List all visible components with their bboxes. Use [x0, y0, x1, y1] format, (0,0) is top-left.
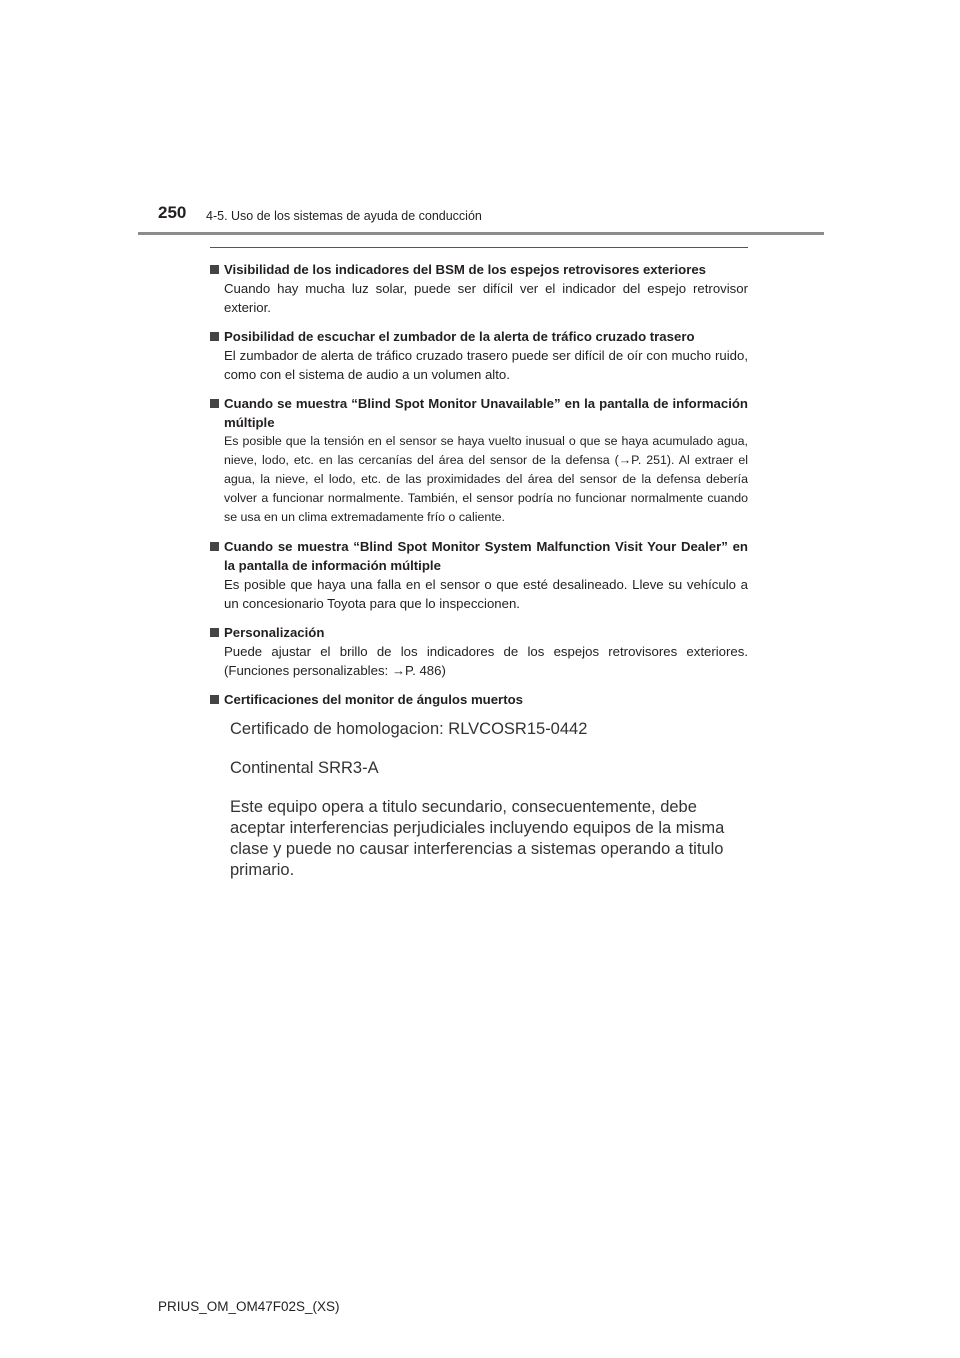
item-title: Certificaciones del monitor de ángulos muertos	[210, 690, 748, 709]
item-body: Es posible que haya una falla en el sensor o que esté desalineado. Lleve su vehículo a un concesionario Toyota para que lo inspeccionen.	[224, 577, 748, 611]
item-certifications	[210, 690, 748, 709]
item-customization	[210, 623, 748, 680]
square-bullet-icon	[210, 628, 219, 637]
header-rule	[138, 232, 824, 235]
certification-number: Certificado de homologacion: RLVCOSR15-0442	[230, 720, 588, 738]
item-title: Posibilidad de escuchar el zumbador de la alerta de tráfico cruzado trasero	[210, 327, 748, 346]
item-unavailable	[210, 394, 748, 527]
square-bullet-icon	[210, 332, 219, 341]
certification-notice: Este equipo opera a titulo secundario, consecuentemente, debe aceptar interferencias perjudiciales incluyendo equipos de la misma clase y puede no causar interferencias a sistemas operando a titulo primario.	[230, 798, 725, 879]
item-body: Cuando hay mucha luz solar, puede ser difícil ver el indicador del espejo retrovisor exterior.	[224, 281, 748, 315]
item-bsm-visibility	[210, 260, 748, 317]
section-title: 4-5. Uso de los sistemas de ayuda de conducción	[206, 209, 482, 223]
item-title: Cuando se muestra “Blind Spot Monitor System Malfunction Visit Your Dealer” en la pantalla de información múltiple	[210, 537, 748, 575]
square-bullet-icon	[210, 399, 219, 408]
content	[210, 260, 748, 881]
page-number: 250	[158, 203, 187, 222]
item-title: Visibilidad de los indicadores del BSM de los espejos retrovisores exteriores	[210, 260, 748, 279]
item-buzzer	[210, 327, 748, 384]
item-body: El zumbador de alerta de tráfico cruzado trasero puede ser difícil de oír con mucho ruido, como con el sistema de audio a un volumen alto.	[224, 348, 748, 382]
content-rule	[210, 247, 748, 248]
square-bullet-icon	[210, 695, 219, 704]
square-bullet-icon	[210, 265, 219, 274]
footer-code: PRIUS_OM_OM47F02S_(XS)	[158, 1299, 340, 1314]
item-malfunction	[210, 537, 748, 613]
page-header	[138, 203, 824, 237]
certification-model: Continental SRR3-A	[230, 759, 379, 777]
item-body: Puede ajustar el brillo de los indicadores de los espejos retrovisores exteriores. (Funciones personalizables: →P. 486)	[224, 644, 748, 678]
square-bullet-icon	[210, 542, 219, 551]
item-title: Cuando se muestra “Blind Spot Monitor Unavailable” en la pantalla de información múltiple	[210, 394, 748, 432]
certification-block	[210, 719, 748, 881]
item-body: Es posible que la tensión en el sensor se haya vuelto inusual o que se haya acumulado agua, nieve, lodo, etc. en las cercanías del área del sensor de la defensa (→P. 251). Al extraer el agua, la nieve, el lodo, etc. de las proximidades del área del sensor de la defensa debería volver a funcionar normalmente. También, el sensor podría no funcionar normalmente cuando se usa en un clima extremadamente frío o caliente.	[224, 434, 748, 524]
item-title: Personalización	[210, 623, 748, 642]
